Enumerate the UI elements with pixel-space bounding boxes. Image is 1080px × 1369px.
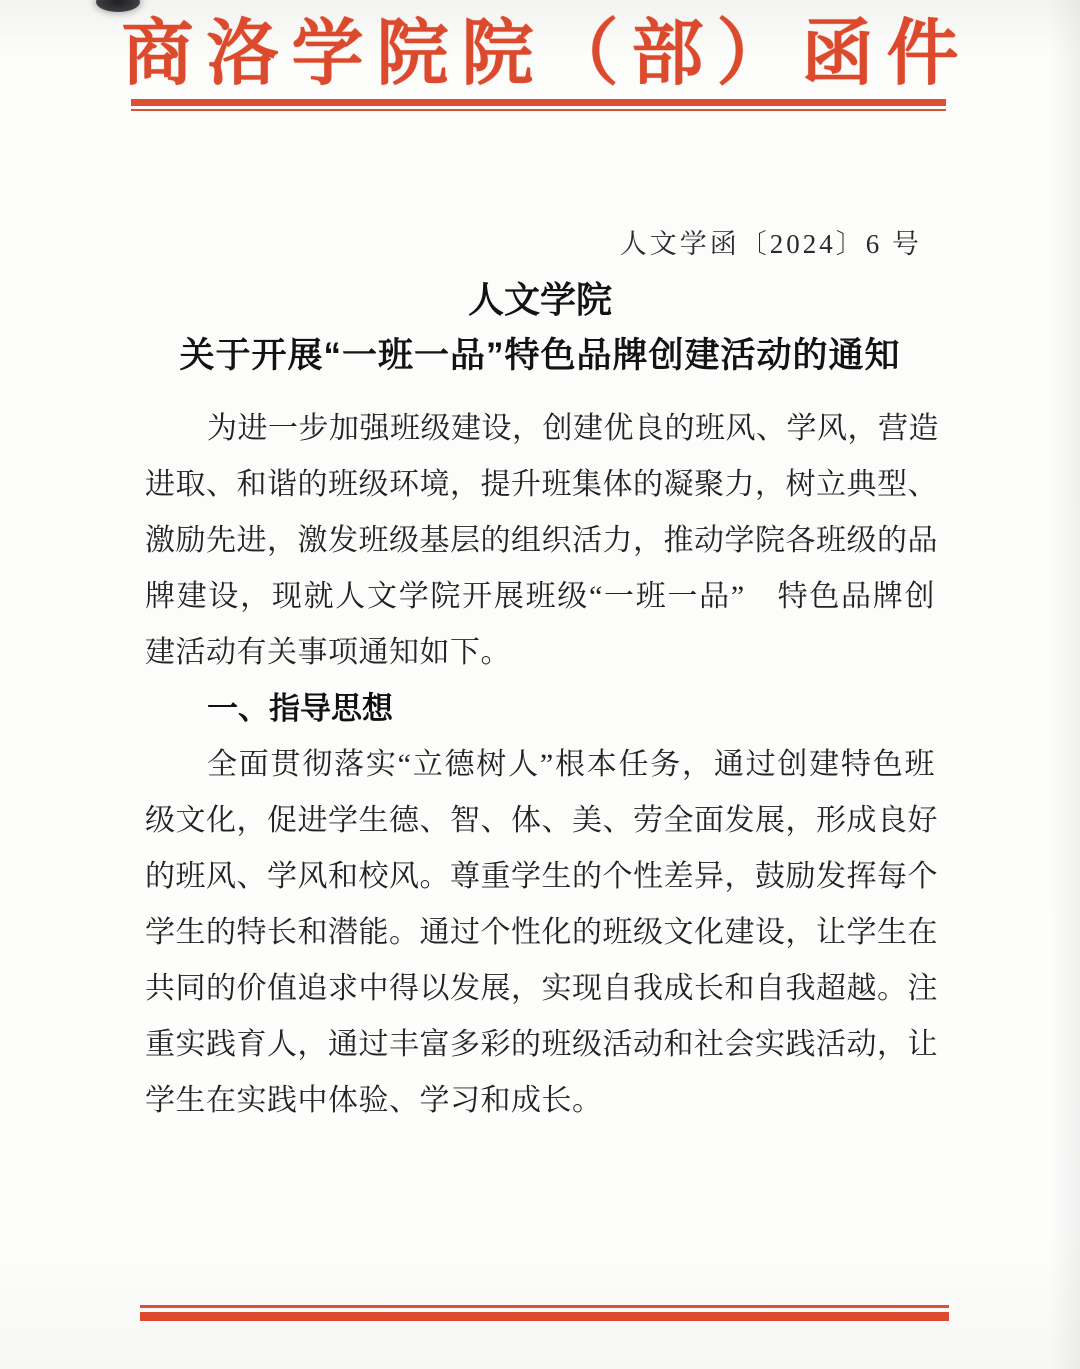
paragraph2-line: 学生的特长和潜能。通过个性化的班级文化建设，让学生在 (145, 916, 938, 949)
letterhead-title: 商洛学院院（部）函件 (121, 14, 972, 94)
footer-divider-thick-line (140, 1312, 949, 1321)
document-number: 人文学函〔2024〕6 号 (619, 229, 922, 259)
paragraph1-line: 牌建设，现就人文学院开展班级“一班一品” 特色品牌创 (145, 580, 935, 613)
paragraph2-line: 共同的价值追求中得以发展，实现自我成长和自我超越。注 (145, 972, 938, 1005)
paragraph2-line: 级文化，促进学生德、智、体、美、劳全面发展，形成良好 (145, 804, 938, 837)
header-divider (131, 99, 946, 111)
paragraph1-line: 建活动有关事项通知如下。 (145, 636, 511, 669)
title-department: 人文学院 (467, 279, 612, 320)
header-divider-thick-line (131, 99, 946, 106)
title-subject: 关于开展“一班一品”特色品牌创建活动的通知 (179, 336, 901, 375)
paragraph2-line: 重实践育人，通过丰富多彩的班级活动和社会实践活动，让 (145, 1028, 938, 1061)
document-body (145, 401, 939, 1129)
footer-divider (140, 1305, 949, 1321)
paragraph1-line: 为进一步加强班级建设，创建优良的班风、学风，营造 (207, 412, 939, 445)
paragraph2-line: 学生在实践中体验、学习和成长。 (145, 1084, 603, 1117)
section1-heading: 一、指导思想 (207, 691, 393, 726)
header-divider-thin-line (131, 109, 946, 111)
paragraph1-line: 进取、和谐的班级环境，提升班集体的凝聚力，树立典型、 (145, 468, 938, 501)
paragraph1-line: 激励先进，激发班级基层的组织活力，推动学院各班级的品 (145, 524, 938, 557)
paragraph2-line: 的班风、学风和校风。尊重学生的个性差异，鼓励发挥每个 (145, 860, 938, 893)
paragraph2-line: 全面贯彻落实“立德树人”根本任务，通过创建特色班 (207, 748, 935, 781)
